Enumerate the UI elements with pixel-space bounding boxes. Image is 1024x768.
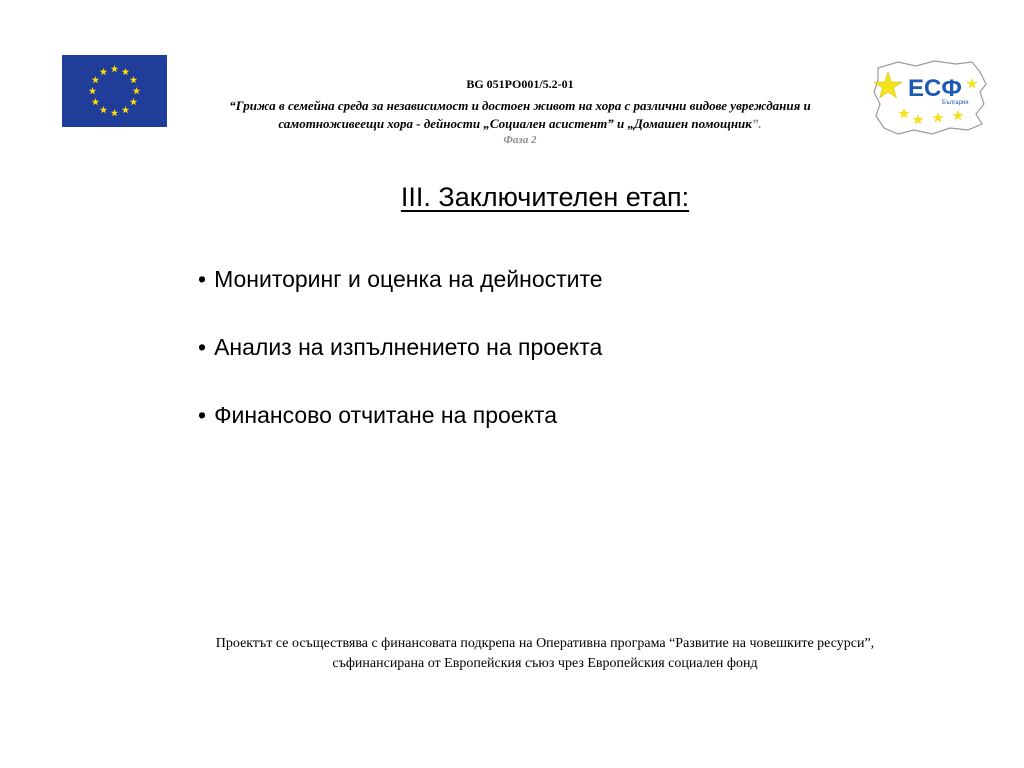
eu-star-icon — [89, 87, 97, 94]
bullet-dot: • — [198, 266, 207, 292]
eu-star-icon — [111, 109, 119, 116]
bullet-text: Финансово отчитане на проекта — [214, 402, 557, 428]
eu-star-icon — [122, 68, 130, 75]
project-phase: Фаза 2 — [503, 134, 537, 146]
eu-star-icon — [130, 76, 138, 83]
footer-line1: Проектът се осъществява с финансовата подкрепа на Оперативна програма “Развитие на човешките ресурси”, — [215, 636, 875, 651]
eu-star-icon — [111, 65, 119, 72]
project-title-end: ”. — [751, 116, 762, 131]
footer-line2: съфинансирана от Европейския съюз чрез Европейския социален фонд — [332, 656, 758, 671]
eu-star-icon — [100, 68, 108, 75]
list-item — [198, 262, 603, 330]
project-title-line1: “Грижа в семейна среда за независимост и достоен живот на хора с различни видове увреждания и — [229, 98, 811, 113]
eu-star-icon — [133, 87, 141, 94]
eu-star-icon — [92, 76, 100, 83]
project-title-line2: самотноживеещи хора - дейности „Социален асистент” и „Домашен помощник — [278, 116, 752, 131]
esf-logo-subtext: България — [942, 100, 969, 106]
bullet-text: Анализ на изпълнението на проекта — [214, 334, 603, 360]
funding-footer — [120, 634, 970, 674]
list-item — [198, 398, 603, 466]
eu-star-icon — [100, 106, 108, 113]
project-code: BG 051PO001/5.2-01 — [466, 77, 574, 91]
esf-logo-text: ЕСФ — [908, 75, 962, 102]
project-header — [190, 76, 850, 147]
eu-star-icon — [130, 98, 138, 105]
esf-bulgaria-logo-icon — [868, 58, 990, 136]
eu-star-icon — [122, 106, 130, 113]
list-item — [198, 330, 603, 398]
bullet-dot: • — [198, 334, 207, 360]
slide-title: III. Заключителен етап: — [400, 182, 690, 212]
project-title — [190, 97, 850, 133]
eu-star-icon — [92, 98, 100, 105]
bullet-dot: • — [198, 402, 207, 428]
bullet-list — [198, 262, 603, 466]
eu-flag-icon — [62, 55, 167, 127]
bullet-text: Мониторинг и оценка на дейностите — [214, 266, 603, 292]
